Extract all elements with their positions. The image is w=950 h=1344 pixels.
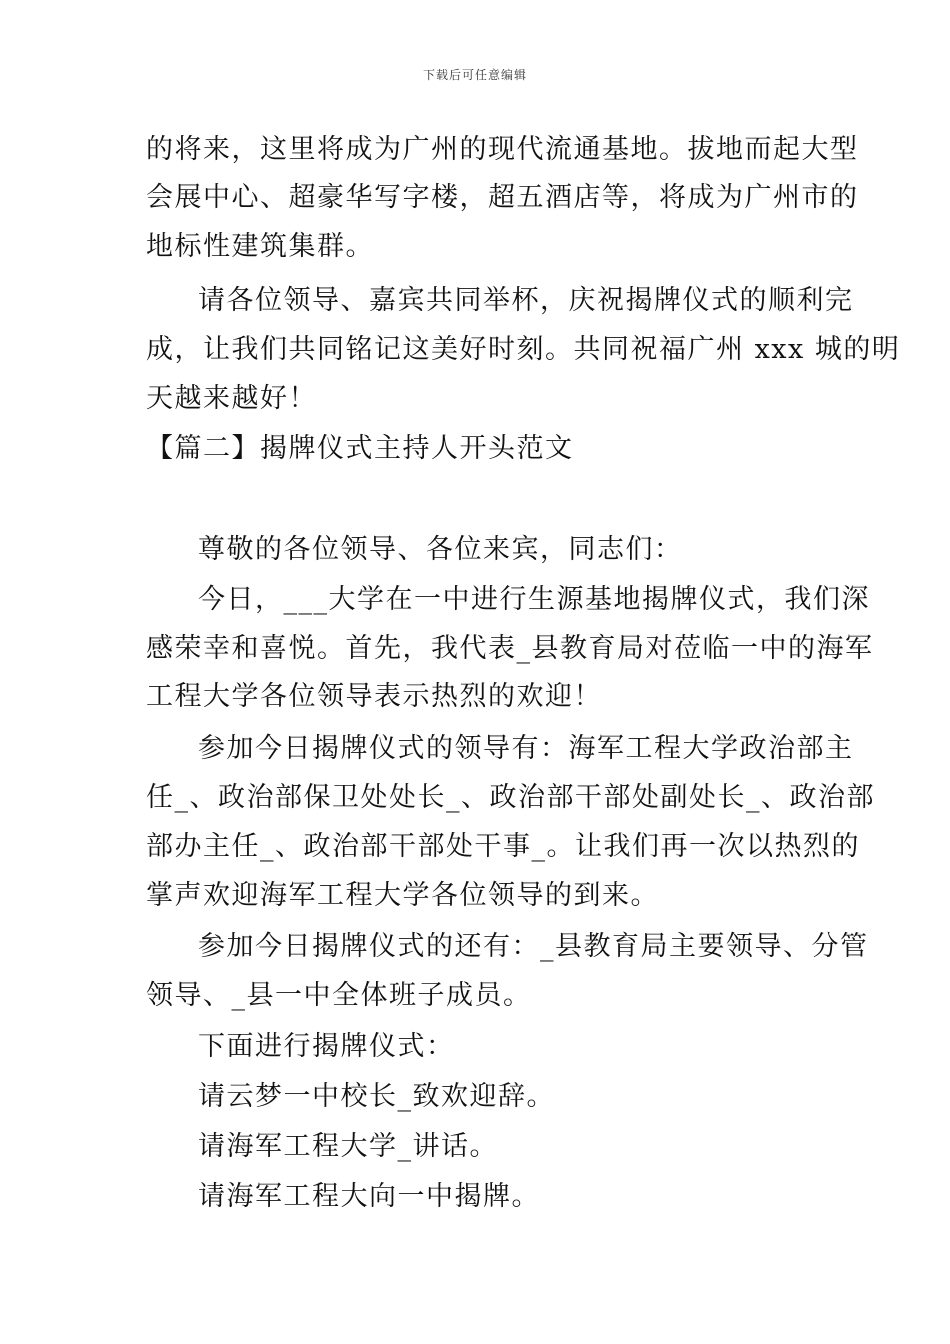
paragraph-line: 请各位领导、嘉宾共同举杯，庆祝揭牌仪式的顺利完 <box>198 285 854 316</box>
paragraph-line: 参加今日揭牌仪式的领导有：海军工程大学政治部主 <box>198 733 854 764</box>
paragraph-line: 今日，___大学在一中进行生源基地揭牌仪式，我们深 <box>198 584 870 615</box>
paragraph-line: 部办主任_、政治部干部处干事_。让我们再一次以热烈的 <box>146 831 860 862</box>
paragraph-line: 参加今日揭牌仪式的还有：_县教育局主要领导、分管 <box>198 931 869 962</box>
paragraph-line: 感荣幸和喜悦。首先，我代表_县教育局对莅临一中的海军 <box>146 633 874 664</box>
paragraph-line: 请海军工程大向一中揭牌。 <box>198 1181 540 1212</box>
paragraph-line: 下面进行揭牌仪式： <box>198 1031 455 1062</box>
header-note: 下载后可任意编辑 <box>422 68 527 82</box>
paragraph-line: 任_、政治部保卫处处长_、政治部干部处副处长_、政治部 <box>146 782 875 813</box>
section-heading: 【篇二】揭牌仪式主持人开头范文 <box>146 433 574 464</box>
paragraph-line: 成，让我们共同铭记这美好时刻。共同祝福广州 xxx 城的明 <box>146 334 901 365</box>
paragraph-line: 工程大学各位领导表示热烈的欢迎！ <box>146 681 602 712</box>
paragraph-line: 请海军工程大学_讲话。 <box>198 1131 498 1162</box>
paragraph-line: 领导、_县一中全体班子成员。 <box>146 980 532 1011</box>
salutation-line: 尊敬的各位领导、各位来宾，同志们： <box>198 534 683 565</box>
paragraph-line: 会展中心、超豪华写字楼，超五酒店等，将成为广州市的 <box>146 182 859 213</box>
paragraph-line: 天越来越好！ <box>146 383 317 414</box>
paragraph-line: 掌声欢迎海军工程大学各位领导的到来。 <box>146 880 659 911</box>
paragraph-line: 请云梦一中校长_致欢迎辞。 <box>198 1081 555 1112</box>
paragraph-line: 的将来，这里将成为广州的现代流通基地。拔地而起大型 <box>146 134 859 165</box>
paragraph-line: 地标性建筑集群。 <box>146 231 374 262</box>
